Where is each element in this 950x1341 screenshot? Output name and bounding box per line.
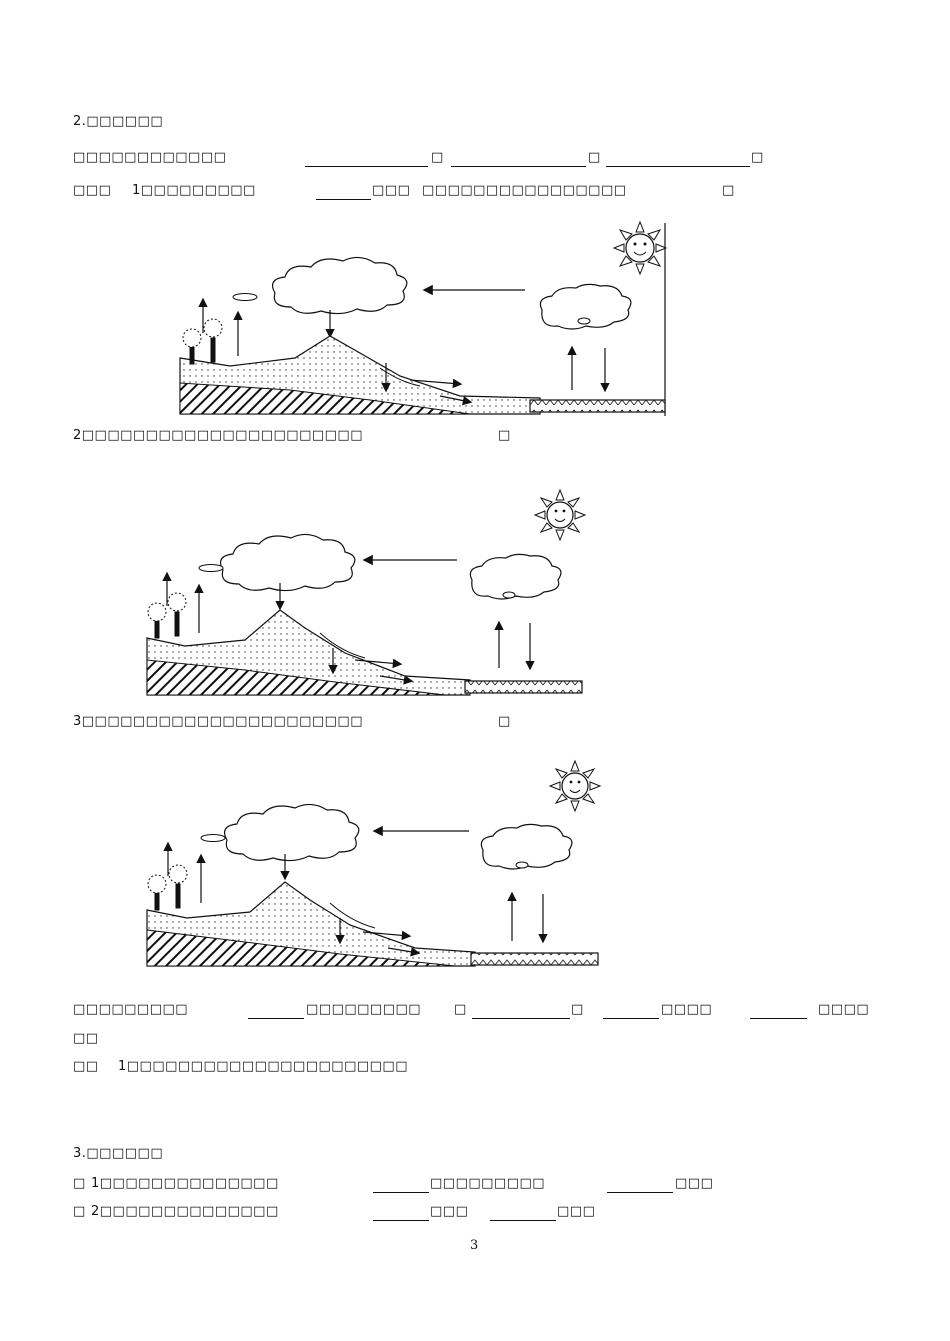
line-1-sep-2: □ (588, 150, 601, 165)
water-cycle-diagram-1 (170, 218, 670, 418)
s3-q1-mid: □□□□□□□□□ (430, 1176, 546, 1191)
question-2-end: □ (498, 428, 511, 443)
fill-line-c: □ (454, 1002, 467, 1017)
sun-icon (614, 222, 666, 274)
blank-7[interactable] (603, 1018, 659, 1019)
fill-line-d: □ (571, 1002, 584, 1017)
blank-10[interactable] (607, 1192, 673, 1193)
blank-1[interactable] (305, 166, 428, 167)
question-3: 3□□□□□□□□□□□□□□□□□□□□□□ (73, 714, 363, 729)
blank-12[interactable] (490, 1220, 556, 1221)
fill-line-g: □□ (73, 1031, 99, 1046)
line-2-mid: □□□ (372, 183, 411, 198)
blank-4[interactable] (316, 199, 371, 200)
s3-q1-end: □□□ (675, 1176, 714, 1191)
section-3-heading: 3.□□□□□□ (73, 1146, 164, 1161)
s3-q2-end: □□□ (557, 1204, 596, 1219)
water-cycle-diagram-2 (135, 488, 595, 698)
blank-3[interactable] (606, 166, 750, 167)
cloud-icon (470, 554, 561, 599)
s3-q1-text: 1□□□□□□□□□□□□□□ (91, 1176, 279, 1191)
line-2-end: □ (722, 183, 735, 198)
cloud-icon (225, 804, 359, 860)
s3-q2-bracket: □ (73, 1204, 86, 1219)
cloud-icon (221, 534, 355, 590)
sun-icon (535, 490, 585, 540)
blank-5[interactable] (248, 1018, 304, 1019)
s3-q1-bracket: □ (73, 1176, 86, 1191)
note-text: 1□□□□□□□□□□□□□□□□□□□□□□ (118, 1059, 408, 1074)
line-1-text: □□□□□□□□□□□□ (73, 150, 227, 165)
line-2-question: 1□□□□□□□□□ (132, 183, 256, 198)
line-1-end: □ (751, 150, 764, 165)
blank-6[interactable] (472, 1018, 570, 1019)
fill-line-e: □□□□ (661, 1002, 713, 1017)
question-3-end: □ (498, 714, 511, 729)
s3-q2-mid: □□□ (430, 1204, 469, 1219)
fill-line-b: □□□□□□□□□ (306, 1002, 422, 1017)
question-2: 2□□□□□□□□□□□□□□□□□□□□□□ (73, 428, 363, 443)
line-2-rest: □□□□□□□□□□□□□□□□ (422, 183, 627, 198)
cloud-icon (481, 824, 572, 869)
cloud-icon (273, 257, 407, 313)
line-2-label: □□□ (73, 183, 112, 198)
fill-line-a: □□□□□□□□□ (73, 1002, 189, 1017)
note-label: □□ (73, 1059, 99, 1074)
blank-8[interactable] (750, 1018, 807, 1019)
s3-q2-text: 2□□□□□□□□□□□□□□ (91, 1204, 279, 1219)
section-2-heading: 2.□□□□□□ (73, 114, 164, 129)
blank-2[interactable] (451, 166, 586, 167)
line-1-sep-1: □ (431, 150, 444, 165)
fill-line-f: □□□□ (818, 1002, 870, 1017)
water-cycle-diagram-3 (135, 758, 605, 968)
sun-icon (550, 761, 600, 811)
blank-9[interactable] (373, 1192, 429, 1193)
blank-11[interactable] (373, 1220, 429, 1221)
page-number: 3 (470, 1238, 479, 1253)
